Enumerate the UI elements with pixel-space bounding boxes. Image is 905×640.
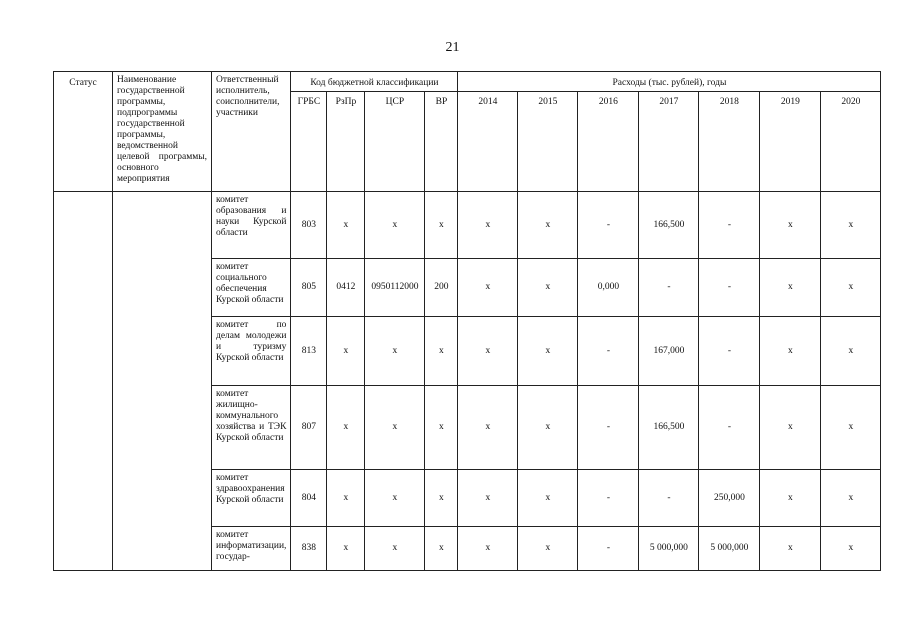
expense-cell-2014: x	[458, 386, 518, 470]
expense-cell-2016: 0,000	[578, 259, 639, 317]
code-cell-grbs: 838	[291, 527, 327, 571]
expense-cell-2020: x	[821, 527, 881, 571]
code-cell-vr: x	[425, 527, 458, 571]
expense-cell-2018: 250,000	[699, 470, 760, 527]
table-row	[54, 192, 881, 259]
expense-cell-2016: -	[578, 192, 639, 259]
expense-cell-2015: x	[518, 527, 578, 571]
expense-cell-2019: x	[760, 527, 821, 571]
expense-cell-2018: -	[699, 386, 760, 470]
expense-cell-2017: 167,000	[639, 317, 699, 386]
participant-name-cell: комитет образования и науки Курской области	[212, 192, 291, 259]
budget-code-header: Код бюджетной классификации	[291, 72, 458, 92]
code-cell-grbs: 813	[291, 317, 327, 386]
expense-cell-2016: -	[578, 317, 639, 386]
code-cell-grbs: 805	[291, 259, 327, 317]
year-header-2015: 2015	[518, 92, 578, 192]
code-cell-vr: x	[425, 192, 458, 259]
status-header: Статус	[54, 72, 113, 192]
expense-cell-2018: 5 000,000	[699, 527, 760, 571]
year-header-2016: 2016	[578, 92, 639, 192]
expense-cell-2020: x	[821, 470, 881, 527]
code-cell-rzpr: x	[327, 527, 365, 571]
expense-cell-2015: x	[518, 192, 578, 259]
code-cell-vr: x	[425, 386, 458, 470]
expense-cell-2014: x	[458, 259, 518, 317]
expense-cell-2015: x	[518, 259, 578, 317]
expense-cell-2018: -	[699, 259, 760, 317]
code-cell-csr: x	[365, 386, 425, 470]
expense-cell-2017: 5 000,000	[639, 527, 699, 571]
code-cell-grbs: 804	[291, 470, 327, 527]
expense-cell-2018: -	[699, 317, 760, 386]
code-cell-rzpr: x	[327, 386, 365, 470]
budget-table	[53, 71, 881, 571]
code-header-grbs: ГРБС	[291, 92, 327, 192]
expense-cell-2020: x	[821, 386, 881, 470]
expense-cell-2015: x	[518, 386, 578, 470]
expenses-header: Расходы (тыс. рублей), годы	[458, 72, 881, 92]
code-header-csr: ЦСР	[365, 92, 425, 192]
code-cell-grbs: 803	[291, 192, 327, 259]
expense-cell-2019: x	[760, 470, 821, 527]
status-cell	[54, 192, 113, 571]
code-cell-vr: x	[425, 317, 458, 386]
expense-cell-2014: x	[458, 317, 518, 386]
code-cell-csr: x	[365, 317, 425, 386]
code-cell-csr: 0950112000	[365, 259, 425, 317]
code-cell-rzpr: x	[327, 192, 365, 259]
expense-cell-2017: 166,500	[639, 386, 699, 470]
expense-cell-2020: x	[821, 192, 881, 259]
expense-cell-2020: x	[821, 317, 881, 386]
expense-cell-2015: x	[518, 470, 578, 527]
participant-name-cell: комитет жилищно-коммунального хозяйства и ТЭК Курской области	[212, 386, 291, 470]
code-header-rzpr: РзПр	[327, 92, 365, 192]
participant-name-cell: комитет социального обеспечения Курской области	[212, 259, 291, 317]
expense-cell-2017: 166,500	[639, 192, 699, 259]
expense-cell-2017: -	[639, 259, 699, 317]
expense-cell-2017: -	[639, 470, 699, 527]
expense-cell-2019: x	[760, 386, 821, 470]
year-header-2017: 2017	[639, 92, 699, 192]
expense-cell-2019: x	[760, 259, 821, 317]
expense-cell-2014: x	[458, 470, 518, 527]
name-header: Наименование государственной программы, подпрограммы государственной программы, ведомственной целевой программы, основного мероприятия	[113, 72, 212, 192]
expense-cell-2020: x	[821, 259, 881, 317]
code-cell-rzpr: x	[327, 317, 365, 386]
year-header-2018: 2018	[699, 92, 760, 192]
responsible-header: Ответственный исполнитель, соисполнители, участники	[212, 72, 291, 192]
code-cell-rzpr: x	[327, 470, 365, 527]
code-cell-grbs: 807	[291, 386, 327, 470]
expense-cell-2014: x	[458, 527, 518, 571]
program-name-cell	[113, 192, 212, 571]
code-header-vr: ВР	[425, 92, 458, 192]
expense-cell-2019: x	[760, 192, 821, 259]
participant-name-cell: комитет по делам молодежи и туризму Курской области	[212, 317, 291, 386]
expense-cell-2019: x	[760, 317, 821, 386]
year-header-2019: 2019	[760, 92, 821, 192]
expense-cell-2016: -	[578, 386, 639, 470]
code-cell-csr: x	[365, 470, 425, 527]
code-cell-rzpr: 0412	[327, 259, 365, 317]
table-body	[54, 192, 881, 571]
expense-cell-2015: x	[518, 317, 578, 386]
expense-cell-2014: x	[458, 192, 518, 259]
expense-cell-2016: -	[578, 470, 639, 527]
participant-name-cell: комитет информатизации, государ-	[212, 527, 291, 571]
page-number: 21	[445, 40, 460, 55]
year-header-2020: 2020	[821, 92, 881, 192]
year-header-2014: 2014	[458, 92, 518, 192]
code-cell-vr: x	[425, 470, 458, 527]
code-cell-csr: x	[365, 527, 425, 571]
code-cell-vr: 200	[425, 259, 458, 317]
participant-name-cell: комитет здравоохранения Курской области	[212, 470, 291, 527]
expense-cell-2016: -	[578, 527, 639, 571]
code-cell-csr: x	[365, 192, 425, 259]
header-row-1	[54, 72, 881, 92]
expense-cell-2018: -	[699, 192, 760, 259]
